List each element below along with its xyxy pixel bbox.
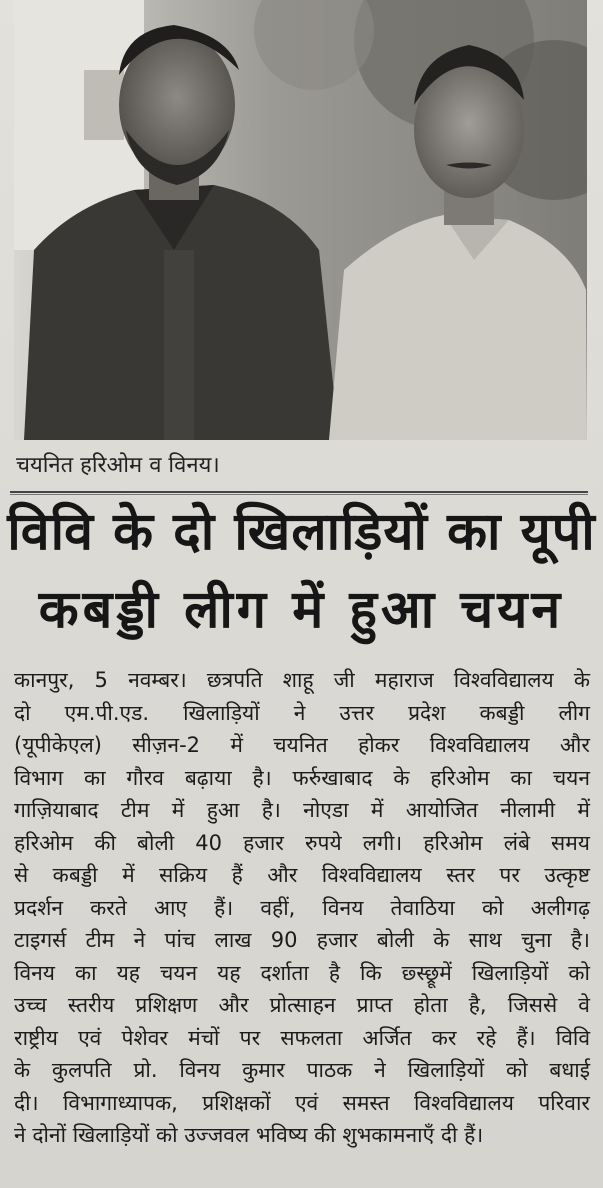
- divider: [10, 491, 588, 493]
- body-line: विनय का यह चयन यह दर्शाता है कि छ्स्छ्रूमें खिलाड़ियों को: [14, 960, 590, 985]
- body-line: राष्ट्रीय एवं पेशेवर मंचों पर सफलता अर्जित कर रहे हैं। विवि: [14, 1025, 590, 1050]
- body-line: (यूपीकेएल) सीज़न-2 में चयनित होकर विश्वविद्यालय और: [14, 733, 590, 757]
- headline-line-1: विवि के दो खिलाड़ियों का यूपी: [7, 502, 596, 562]
- body-line: से कबड्डी में सक्रिय हैं और विश्वविद्यालय स्तर पर उत्कृष्ट: [14, 863, 590, 887]
- body-line: दी। विभागाध्यापक, प्रशिक्षकों एवं समस्त विश्वविद्यालय परिवार: [14, 1090, 590, 1115]
- players-photo-image: [14, 0, 587, 440]
- body-line: दो एम.पी.एड. खिलाड़ियों ने उत्तर प्रदेश कबड्डी लीग: [14, 700, 590, 725]
- body-line: गाज़ियाबाद टीम में हुआ है। नोएडा में आयोजित नीलामी में: [14, 798, 590, 822]
- body-line: हरिओम की बोली 40 हजार रुपये लगी। हरिओम लंबे समय: [14, 830, 590, 855]
- divider-thin: [10, 494, 588, 495]
- photo-caption: चयनित हरिओम व विनय।: [16, 453, 220, 478]
- article-body: [14, 664, 590, 1152]
- body-line: विभाग का गौरव बढ़ाया है। फर्रुखाबाद के हरिओम का चयन: [14, 765, 590, 790]
- article-photo: [14, 0, 587, 440]
- body-line: ने दोनों खिलाड़ियों को उज्जवल भविष्य की शुभकामनाएँ दी हैं।: [14, 1123, 484, 1147]
- body-line: के कुलपति प्रो. विनय कुमार पाठक ने खिलाड़ियों को बधाई: [14, 1058, 590, 1082]
- headline-line-2: कबड्डी लीग में हुआ चयन: [38, 580, 565, 640]
- body-line: कानपुर, 5 नवम्बर। छत्रपति शाहू जी महाराज विश्वविद्यालय के: [14, 668, 590, 692]
- body-line: उच्च स्तरीय प्रशिक्षण और प्रोत्साहन प्राप्त होता है, जिससे वे: [14, 993, 590, 1017]
- body-line: प्रदर्शन करते आए हैं। वहीं, विनय तेवाठिया को अलीगढ़: [14, 895, 590, 920]
- body-line: टाइगर्स टीम ने पांच लाख 90 हजार बोली के साथ चुना है।: [14, 928, 590, 952]
